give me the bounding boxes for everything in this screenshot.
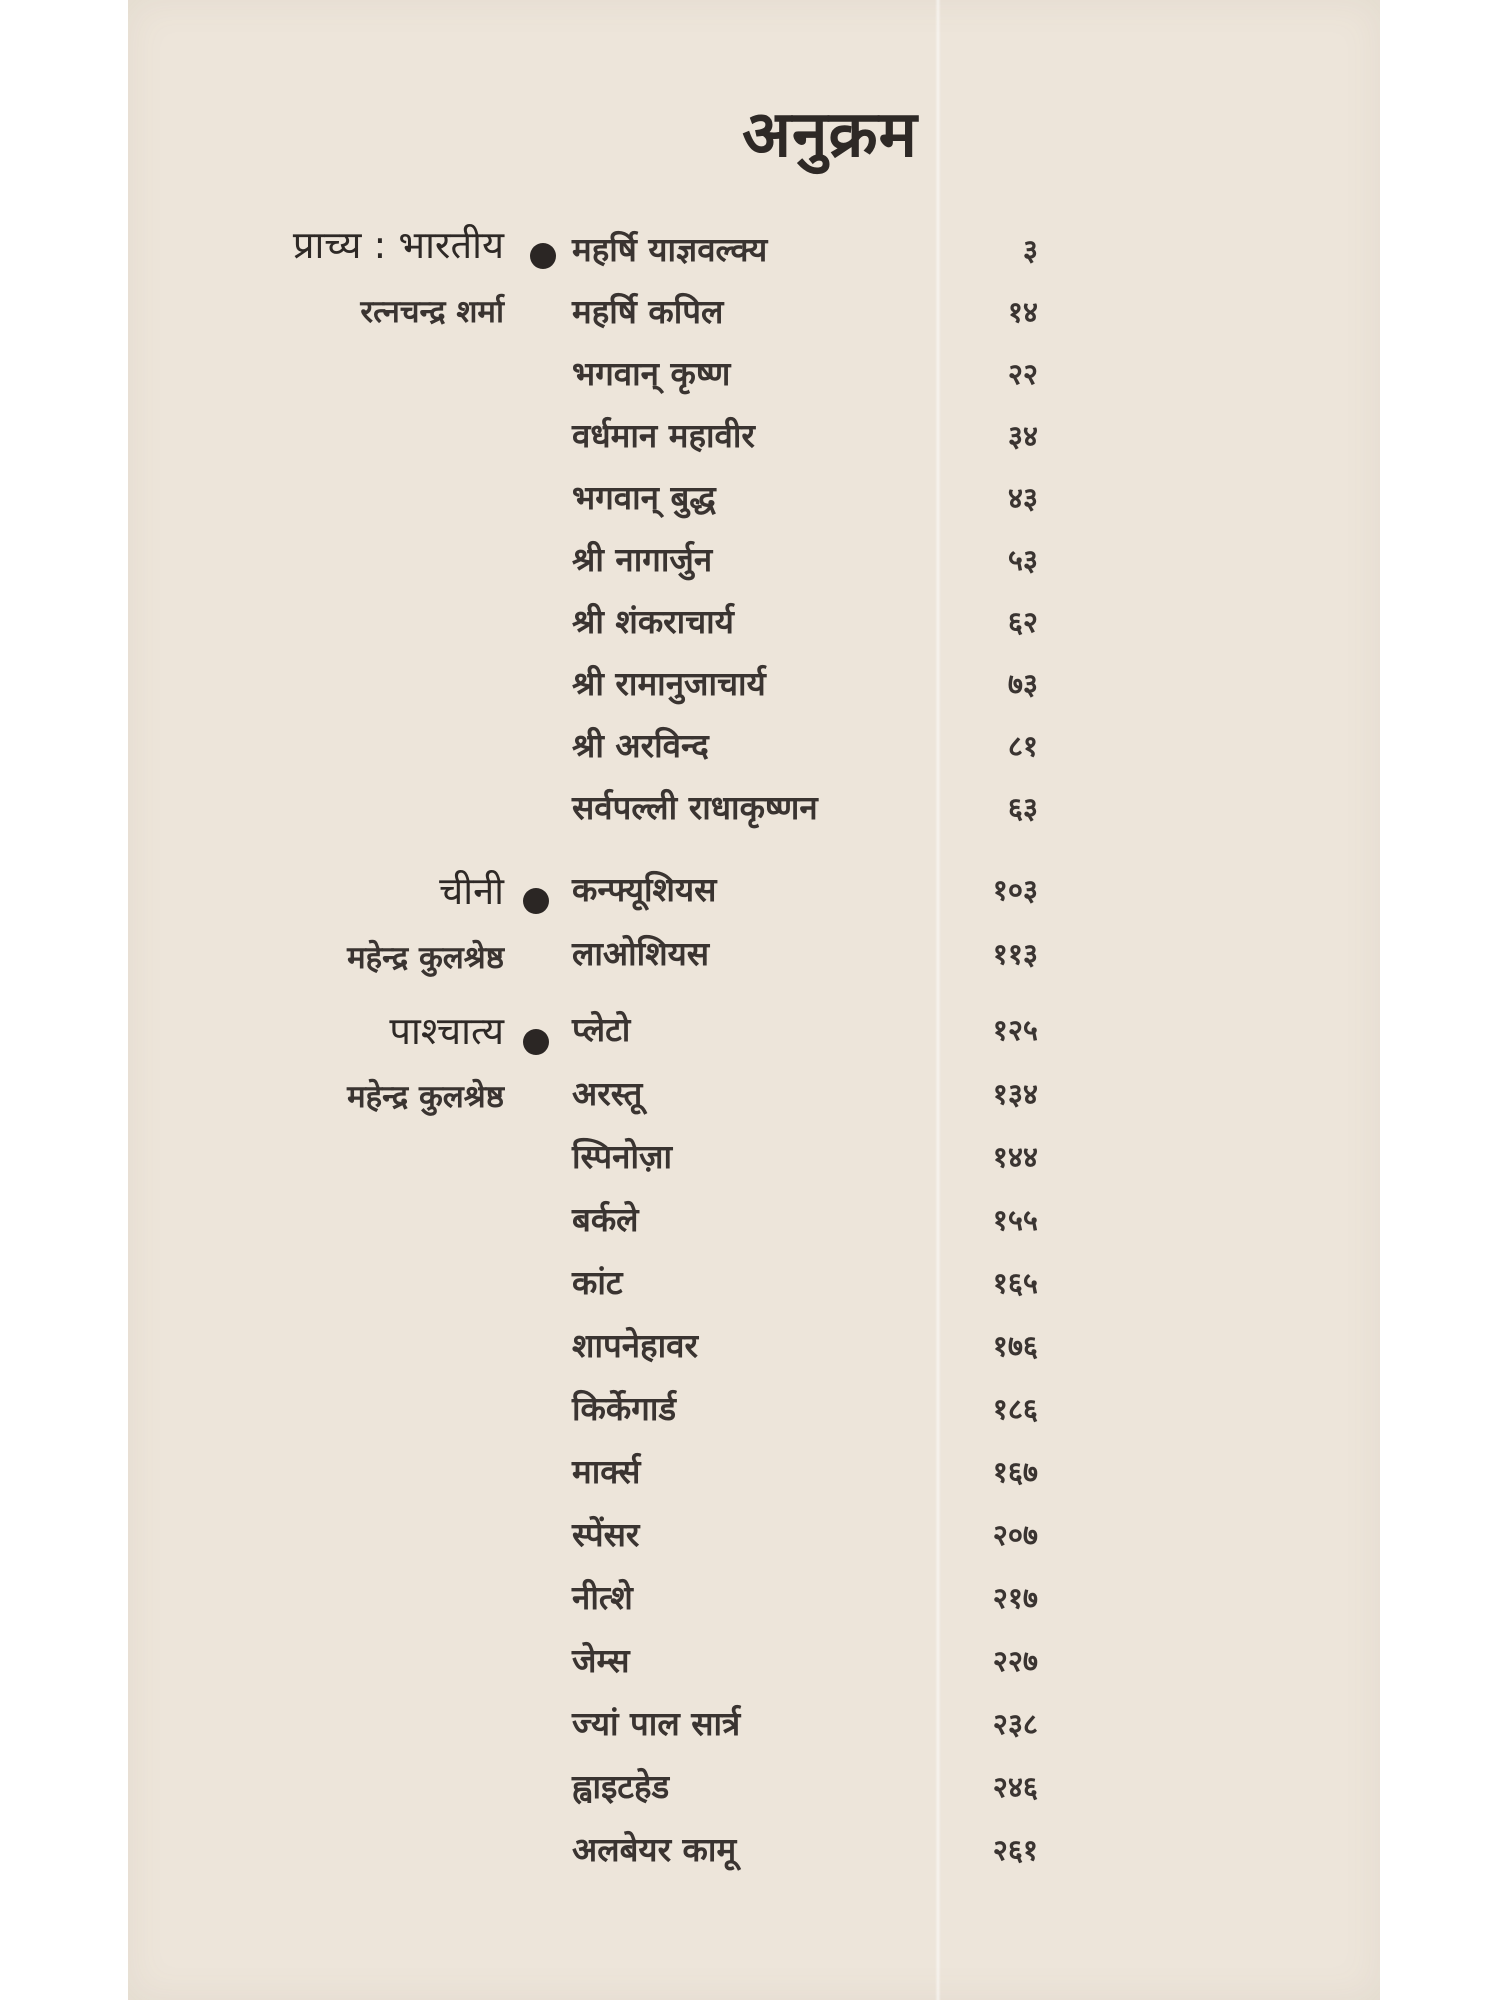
toc-entry[interactable] <box>0 784 1500 846</box>
toc-entry[interactable] <box>0 1826 1500 1888</box>
toc-entry-name[interactable]: कांट <box>572 1263 623 1302</box>
toc-entry-page: २०७ <box>992 1518 1038 1552</box>
toc-entry-name[interactable]: मार्क्स <box>572 1452 641 1491</box>
toc-entry-page: १२५ <box>992 1013 1038 1047</box>
toc-entry-name[interactable]: सर्वपल्ली राधाकृष्णन <box>572 788 818 827</box>
toc-entry[interactable] <box>0 1574 1500 1636</box>
section-heading-chinese: चीनी <box>439 869 504 913</box>
toc-entry-page: ७३ <box>1007 667 1038 701</box>
toc-entry-page: ५३ <box>1007 543 1038 577</box>
toc-entry-name[interactable]: कन्फ्यूशियस <box>572 870 717 909</box>
toc-entry[interactable] <box>0 226 1500 288</box>
toc-entry-name[interactable]: श्री रामानुजाचार्य <box>572 664 766 703</box>
toc-entry-page: २३८ <box>992 1707 1038 1741</box>
toc-entry[interactable] <box>0 1259 1500 1321</box>
toc-entry-page: १४ <box>1007 295 1038 329</box>
toc-entry[interactable] <box>0 1763 1500 1825</box>
toc-entry-name[interactable]: लाओशियस <box>572 934 710 973</box>
toc-entry[interactable] <box>0 866 1500 928</box>
toc-entry-name[interactable]: अरस्तू <box>572 1074 643 1113</box>
section-author-western: महेन्द्र कुलश्रेष्ठ <box>347 1079 504 1115</box>
toc-entry-name[interactable]: नीत्शे <box>572 1578 633 1617</box>
toc-entry-name[interactable]: वर्धमान महावीर <box>572 416 755 455</box>
page-title: अनुक्रम <box>742 98 918 172</box>
toc-entry-page: १३४ <box>992 1077 1038 1111</box>
section-heading-indian: प्राच्य : भारतीय <box>292 223 504 267</box>
toc-entry-page: २६१ <box>992 1833 1038 1867</box>
toc-entry-name[interactable]: जेम्स <box>572 1641 630 1680</box>
toc-entry-name[interactable]: महर्षि कपिल <box>572 292 724 331</box>
toc-entry[interactable] <box>0 1448 1500 1510</box>
toc-entry[interactable] <box>0 1070 1500 1132</box>
toc-entry-page: १६७ <box>992 1455 1038 1489</box>
toc-entry-page: २२७ <box>992 1644 1038 1678</box>
toc-entry-name[interactable]: बर्कले <box>572 1200 639 1239</box>
toc-entry[interactable] <box>0 1385 1500 1447</box>
toc-entry-name[interactable]: श्री अरविन्द <box>572 726 709 765</box>
toc-entry-name[interactable]: अलबेयर कामू <box>572 1830 737 1869</box>
toc-entry[interactable] <box>0 350 1500 412</box>
toc-entry[interactable] <box>0 412 1500 474</box>
toc-entry[interactable] <box>0 598 1500 660</box>
toc-entry-page: ६३ <box>1007 791 1038 825</box>
toc-entry-name[interactable]: महर्षि याज्ञवल्क्य <box>572 230 768 269</box>
toc-entry[interactable] <box>0 1637 1500 1699</box>
section-author-indian: रत्नचन्द्र शर्मा <box>360 294 504 330</box>
toc-entry-page: २२ <box>1007 357 1038 391</box>
toc-entry-name[interactable]: शापनेहावर <box>572 1326 698 1365</box>
toc-entry[interactable] <box>0 288 1500 350</box>
toc-entry[interactable] <box>0 1196 1500 1258</box>
toc-entry-page: ३ <box>1022 233 1038 267</box>
toc-entry[interactable] <box>0 1700 1500 1762</box>
toc-entry-page: ८१ <box>1007 729 1038 763</box>
toc-entry-name[interactable]: प्लेटो <box>572 1010 631 1049</box>
toc-entry-page: ३४ <box>1007 419 1038 453</box>
toc-entry-page: १६५ <box>992 1266 1038 1300</box>
toc-entry-name[interactable]: किर्केगार्ड <box>572 1389 677 1428</box>
toc-entry-page: १७६ <box>992 1329 1038 1363</box>
toc-entry-page: १८६ <box>992 1392 1038 1426</box>
toc-entry[interactable] <box>0 474 1500 536</box>
toc-entry-name[interactable]: ह्वाइटहेड <box>572 1767 670 1806</box>
toc-entry[interactable] <box>0 930 1500 992</box>
toc-entry-page: ११३ <box>992 937 1038 971</box>
toc-entry[interactable] <box>0 1006 1500 1068</box>
toc-entry-name[interactable]: श्री नागार्जुन <box>572 540 713 579</box>
toc-entry[interactable] <box>0 660 1500 722</box>
toc-entry[interactable] <box>0 1511 1500 1573</box>
toc-entry-name[interactable]: भगवान् बुद्ध <box>572 478 716 517</box>
toc-entry[interactable] <box>0 722 1500 784</box>
toc-entry-page: १०३ <box>992 873 1038 907</box>
toc-entry-page: ४३ <box>1007 481 1038 515</box>
section-author-chinese: महेन्द्र कुलश्रेष्ठ <box>347 940 504 976</box>
toc-entry-name[interactable]: ज्यां पाल सार्त्र <box>572 1704 741 1743</box>
toc-entry-page: १४४ <box>992 1140 1038 1174</box>
toc-entry-name[interactable]: स्पिनोज़ा <box>572 1137 673 1176</box>
toc-entry-page: ६२ <box>1007 605 1038 639</box>
toc-entry-name[interactable]: भगवान् कृष्ण <box>572 354 731 393</box>
toc-entry[interactable] <box>0 1133 1500 1195</box>
toc-entry-page: १५५ <box>992 1203 1038 1237</box>
toc-entry[interactable] <box>0 536 1500 598</box>
toc-entry-page: २१७ <box>992 1581 1038 1615</box>
toc-entry-name[interactable]: श्री शंकराचार्य <box>572 602 734 641</box>
section-heading-western: पाश्चात्य <box>389 1009 504 1053</box>
toc-entry-page: २४६ <box>992 1770 1038 1804</box>
toc-entry[interactable] <box>0 1322 1500 1384</box>
toc-entry-name[interactable]: स्पेंसर <box>572 1515 640 1554</box>
